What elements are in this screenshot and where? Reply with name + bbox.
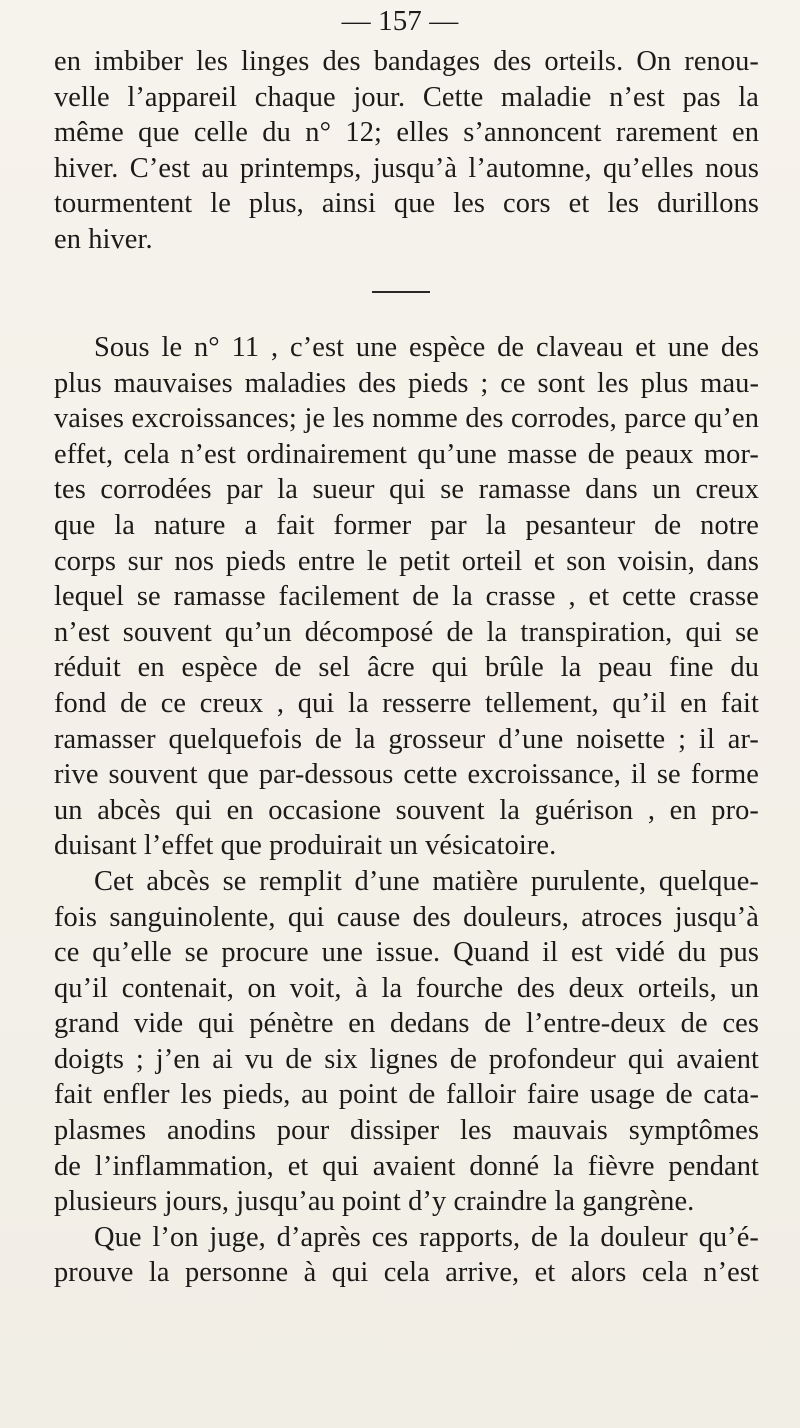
paragraph-line: prouve la personne à qui cela arrive, et alors cela n’est <box>54 1257 759 1289</box>
page-number: — 157 — <box>341 5 459 37</box>
paragraph-line: de l’inflammation, et qui avaient donné la fièvre pendant <box>54 1150 759 1182</box>
paragraph-line: réduit en espèce de sel âcre qui brûle la peau fine du <box>54 652 759 684</box>
paragraph-line: grand vide qui pénètre en dedans de l’entre-deux de ces <box>54 1008 759 1040</box>
paragraph-line: Que l’on juge, d’après ces rapports, de la douleur qu’é- <box>94 1221 759 1253</box>
paragraph-line: même que celle du n° 12; elles s’annoncent rarement en <box>54 117 759 149</box>
paragraph-line: corps sur nos pieds entre le petit orteil et son voisin, dans <box>54 545 759 577</box>
paragraph-line: ce qu’elle se procure une issue. Quand il est vidé du pus <box>54 937 759 969</box>
paragraph-1 <box>54 44 759 258</box>
paragraph-line: effet, cela n’est ordinairement qu’une masse de peaux mor- <box>54 438 759 470</box>
paragraph-3 <box>54 864 759 1220</box>
paragraph-line: tes corrodées par la sueur qui se ramasse dans un creux <box>54 474 759 506</box>
paragraph-line: hiver. C’est au printemps, jusqu’à l’automne, qu’elles nous <box>54 152 759 184</box>
paragraph-line: Cet abcès se remplit d’une matière purulente, quelque- <box>94 865 759 897</box>
paragraph-line: vaises excroissances; je les nomme des corrodes, parce qu’en <box>54 403 759 435</box>
paragraph-4 <box>54 1220 759 1291</box>
paragraph-line: fois sanguinolente, qui cause des douleurs, atroces jusqu’à <box>54 901 759 933</box>
paragraph-line: un abcès qui en occasione souvent la guérison , en pro- <box>54 794 759 826</box>
paragraph-line: plusieurs jours, jusqu’au point d’y craindre la gangrène. <box>54 1186 695 1218</box>
paragraph-line: rive souvent que par-dessous cette excroissance, il se forme <box>54 759 759 791</box>
paragraph-2 <box>54 330 759 864</box>
paragraph-line: plasmes anodins pour dissiper les mauvais symptômes <box>54 1115 759 1147</box>
paragraph-line: velle l’appareil chaque jour. Cette maladie n’est pas la <box>54 81 759 113</box>
paragraph-line: n’est souvent qu’un décomposé de la transpiration, qui se <box>54 616 759 648</box>
paragraph-line: fait enfler les pieds, au point de falloir faire usage de cata- <box>54 1079 759 1111</box>
section-separator <box>372 291 430 293</box>
paragraph-line: en imbiber les linges des bandages des orteils. On renou- <box>54 46 759 77</box>
paragraph-line: duisant l’effet que produirait un vésicatoire. <box>54 830 557 862</box>
paragraph-line: lequel se ramasse facilement de la crasse , et cette crasse <box>54 581 759 613</box>
paragraph-line: qu’il contenait, on voit, à la fourche des deux orteils, un <box>54 972 759 1004</box>
paragraph-line: Sous le n° 11 , c’est une espèce de claveau et une des <box>94 332 759 363</box>
paragraph-line: plus mauvaises maladies des pieds ; ce sont les plus mau- <box>54 367 759 399</box>
main-text <box>54 330 759 1291</box>
paragraph-line: en hiver. <box>54 223 153 255</box>
paragraph-line: fond de ce creux , qui la resserre tellement, qu’il en fait <box>54 687 759 719</box>
paragraph-line: tourmentent le plus, ainsi que les cors et les durillons <box>54 188 759 220</box>
paragraph-line: doigts ; j’en ai vu de six lignes de profondeur qui avaient <box>54 1043 759 1075</box>
paragraph-line: ramasser quelquefois de la grosseur d’une noisette ; il ar- <box>54 723 759 755</box>
paragraph-line: que la nature a fait former par la pesanteur de notre <box>54 509 759 541</box>
